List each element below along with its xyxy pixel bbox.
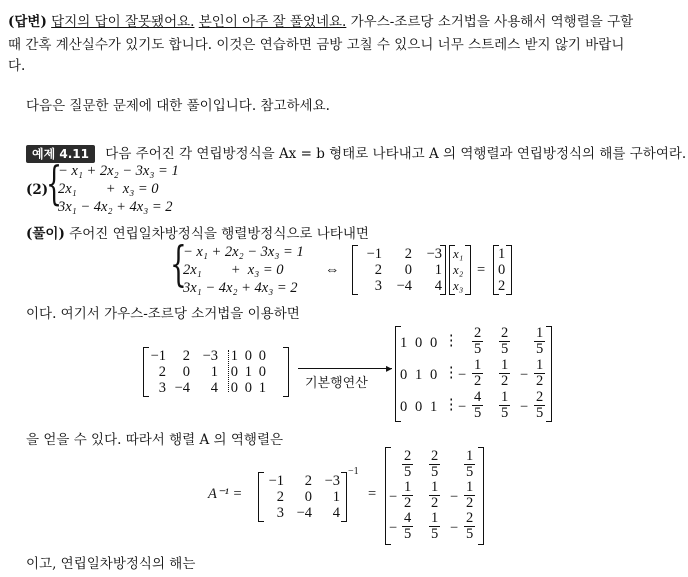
answer-text-wrong: 답지의 답이 잘못됐어요. (51, 14, 195, 30)
vector-x-entry: x₁ (453, 246, 464, 261)
system-equations-2 (183, 243, 304, 297)
result-cell: 1 (430, 399, 438, 415)
equiv-symbol: ⇔ (325, 262, 340, 278)
result-separator: ⋮ (444, 397, 459, 413)
fraction-num: 1 (536, 325, 544, 341)
fraction-den: 2 (404, 495, 412, 512)
matrix-a-cell: −3 (426, 246, 442, 262)
result-right-bracket (546, 326, 552, 422)
result-cell: 0 (400, 399, 408, 415)
fraction (534, 390, 545, 421)
fraction-num: 1 (466, 448, 474, 464)
fraction-den: 5 (431, 526, 439, 543)
fraction-num: 1 (404, 479, 412, 495)
arrow-head-icon: ▸ (386, 361, 393, 375)
part-label: (2) (26, 182, 49, 198)
aug-cell: 0 (244, 348, 252, 364)
answer-note: 다음은 질문한 문제에 대한 풀이입니다. 참고하세요. (26, 98, 330, 114)
matrix-a (360, 246, 442, 294)
matrix-a-cell: −4 (396, 278, 412, 294)
inverse-a-cell: 0 (304, 489, 312, 505)
fraction-den: 5 (474, 405, 482, 422)
equation-1b: − x₁ + 2x₂ − 3x₃ = 1 (183, 244, 304, 260)
equals-sign-2: = (368, 486, 377, 502)
vector-b-entry: 2 (498, 278, 506, 294)
result-cell: 0 (415, 399, 423, 415)
augmented-matrix (148, 348, 266, 396)
inverse-a-cell: −4 (296, 505, 312, 521)
fraction-den: 5 (501, 405, 509, 422)
aug-cell: 1 (258, 380, 266, 396)
minus-sign: − (389, 489, 398, 505)
fraction (402, 480, 413, 511)
row-operation-arrow (298, 368, 392, 369)
aug-cell: 1 (230, 348, 238, 364)
vector-x-entry: x₃ (453, 278, 464, 293)
minus-sign: − (450, 520, 459, 536)
equation-2b: 2x₁ + x₃ = 0 (183, 262, 284, 278)
aug-cell: 0 (182, 364, 190, 380)
fraction (499, 326, 510, 357)
fraction-num: 2 (474, 325, 482, 341)
system-brace-2: { (170, 236, 187, 292)
fraction-den: 2 (431, 495, 439, 512)
fraction-num: 1 (431, 510, 439, 526)
fraction-num: 4 (404, 510, 412, 526)
result-cell: 1 (415, 367, 423, 383)
matrix-a-right-bracket (440, 245, 446, 295)
fraction-den: 5 (466, 526, 474, 543)
answer-line-1 (8, 10, 633, 30)
answer-text-praise: 본인이 아주 잘 풀었네요. (198, 14, 347, 30)
result-separator: ⋮ (444, 365, 459, 381)
fraction-den: 5 (466, 464, 474, 481)
gauss-text: 이다. 여기서 가우스-조르당 소거법을 이용하면 (26, 306, 300, 322)
matrix-a-cell: −1 (366, 246, 382, 262)
answer-line-2: 때 간혹 계산실수가 있기도 합니다. 이것은 연습하면 금방 고칠 수 있으니 너무 스트레스 받지 않기 바랍니 (8, 37, 625, 53)
fraction-num: 1 (536, 357, 544, 373)
solution-intro-text: 주어진 연립일차방정식을 행렬방정식으로 나타내면 (69, 226, 369, 242)
vector-b (498, 246, 505, 294)
fraction-num: 4 (474, 389, 482, 405)
inverse-a-cell: 2 (304, 473, 312, 489)
aug-cell: 0 (258, 364, 266, 380)
fraction (534, 358, 545, 389)
fraction-den: 2 (466, 495, 474, 512)
minus-sign: − (520, 399, 529, 415)
fraction-num: 1 (501, 357, 509, 373)
inverse-matrix-a (264, 473, 340, 521)
fraction (472, 358, 483, 389)
fraction-den: 5 (404, 464, 412, 481)
fraction (402, 449, 413, 480)
vector-b-entry: 1 (498, 246, 506, 262)
example-prompt: 다음 주어진 각 연립방정식을 Ax = b 형태로 나타내고 A 의 역행렬과 연립방정식의 해를 구하여라. (105, 146, 687, 162)
aug-cell: 0 (244, 380, 252, 396)
inverse-right-bracket (341, 472, 347, 522)
fraction-den: 5 (474, 341, 482, 358)
fraction (472, 390, 483, 421)
matrix-a-cell: 2 (374, 262, 382, 278)
aug-separator (228, 350, 229, 392)
system-equations-1 (58, 162, 179, 216)
aug-cell: 1 (244, 364, 252, 380)
fraction-num: 1 (431, 479, 439, 495)
result-row-1 (400, 325, 550, 358)
fraction (402, 511, 413, 542)
result-text: 을 얻을 수 있다. 따라서 행렬 A 의 역행렬은 (26, 432, 284, 448)
answer-text-cont: 가우스-조르당 소거법을 사용해서 역행렬을 구할 (350, 14, 634, 30)
inverse-a-cell: 2 (276, 489, 284, 505)
fraction-den: 2 (501, 373, 509, 390)
matrix-a-cell: 0 (404, 262, 412, 278)
result-cell: 0 (430, 335, 438, 351)
vector-x-right-bracket (465, 245, 471, 295)
inverse-row-1 (388, 448, 478, 481)
minus-sign: − (458, 367, 467, 383)
inverse-row-3 (388, 510, 478, 543)
inverse-power: −1 (348, 466, 359, 477)
fraction-den: 5 (404, 526, 412, 543)
aug-cell: 0 (258, 348, 266, 364)
result-cell: 0 (415, 335, 423, 351)
solution-intro (26, 222, 369, 242)
inverse-a-cell: 4 (332, 505, 340, 521)
result-cell: 0 (430, 367, 438, 383)
equals-sign-1: = (477, 262, 486, 278)
answer-line-3: 다. (8, 58, 26, 74)
fraction (499, 358, 510, 389)
equation-3b: 3x₁ − 4x₂ + 4x₃ = 2 (183, 280, 298, 296)
fraction-num: 2 (431, 448, 439, 464)
matrix-a-left-bracket (352, 245, 358, 295)
minus-sign: − (520, 367, 529, 383)
minus-sign: − (458, 399, 467, 415)
example-header (26, 142, 686, 162)
equation-2: 2x₁ + x₃ = 0 (58, 181, 159, 197)
result-row-3 (400, 389, 550, 422)
aug-cell: −3 (202, 348, 218, 364)
aug-cell: 2 (158, 364, 166, 380)
fraction-den: 5 (431, 464, 439, 481)
fraction-num: 2 (536, 389, 544, 405)
fraction-den: 5 (536, 405, 544, 422)
fraction (464, 480, 475, 511)
fraction-num: 2 (404, 448, 412, 464)
result-row-2 (400, 357, 550, 390)
aug-cell: 0 (230, 364, 238, 380)
fraction-num: 1 (466, 479, 474, 495)
aug-cell: 3 (158, 380, 166, 396)
inverse-row-2 (388, 479, 478, 512)
fraction-den: 5 (536, 341, 544, 358)
aug-cell: 4 (210, 380, 218, 396)
equation-3: 3x₁ − 4x₂ + 4x₃ = 2 (58, 199, 173, 215)
aug-cell: 1 (210, 364, 218, 380)
inverse-a-cell: −1 (268, 473, 284, 489)
fraction (429, 480, 440, 511)
vector-x-entry: x₂ (453, 262, 464, 277)
fraction (429, 511, 440, 542)
system-brace-1: { (46, 156, 63, 210)
last-line: 이고, 연립일차방정식의 해는 (26, 556, 196, 572)
answer-tag: (답변) (8, 14, 47, 30)
inverse-a-cell: 3 (276, 505, 284, 521)
inverse-result-right-bracket (478, 447, 484, 545)
inverse-a-cell: 1 (332, 489, 340, 505)
aug-cell: −4 (174, 380, 190, 396)
fraction-num: 1 (474, 357, 482, 373)
vector-b-entry: 0 (498, 262, 506, 278)
aug-cell: 2 (182, 348, 190, 364)
fraction (464, 511, 475, 542)
matrix-a-cell: 3 (374, 278, 382, 294)
fraction (429, 449, 440, 480)
fraction-num: 1 (501, 389, 509, 405)
fraction-num: 2 (466, 510, 474, 526)
aug-right-bracket (283, 347, 289, 397)
aug-cell: 0 (230, 380, 238, 396)
result-cell: 1 (400, 335, 408, 351)
matrix-a-cell: 1 (434, 262, 442, 278)
example-badge: 예제 4.11 (26, 145, 95, 163)
solution-tag: (풀이) (26, 226, 65, 242)
vector-x (453, 246, 463, 294)
fraction (464, 449, 475, 480)
fraction (534, 326, 545, 357)
minus-sign: − (389, 520, 398, 536)
result-separator: ⋮ (444, 333, 459, 349)
fraction-den: 2 (474, 373, 482, 390)
aug-cell: −1 (150, 348, 166, 364)
matrix-a-cell: 2 (404, 246, 412, 262)
fraction-den: 2 (536, 373, 544, 390)
result-cell: 0 (400, 367, 408, 383)
inverse-a-cell: −3 (324, 473, 340, 489)
fraction-den: 5 (501, 341, 509, 358)
inverse-label: A⁻¹ = (208, 486, 243, 502)
equation-1: − x₁ + 2x₂ − 3x₃ = 1 (58, 163, 179, 179)
fraction-num: 2 (501, 325, 509, 341)
fraction (472, 326, 483, 357)
arrow-label: 기본행연산 (305, 376, 368, 391)
vector-b-right-bracket (506, 245, 512, 295)
fraction (499, 390, 510, 421)
matrix-a-cell: 4 (434, 278, 442, 294)
minus-sign: − (450, 489, 459, 505)
